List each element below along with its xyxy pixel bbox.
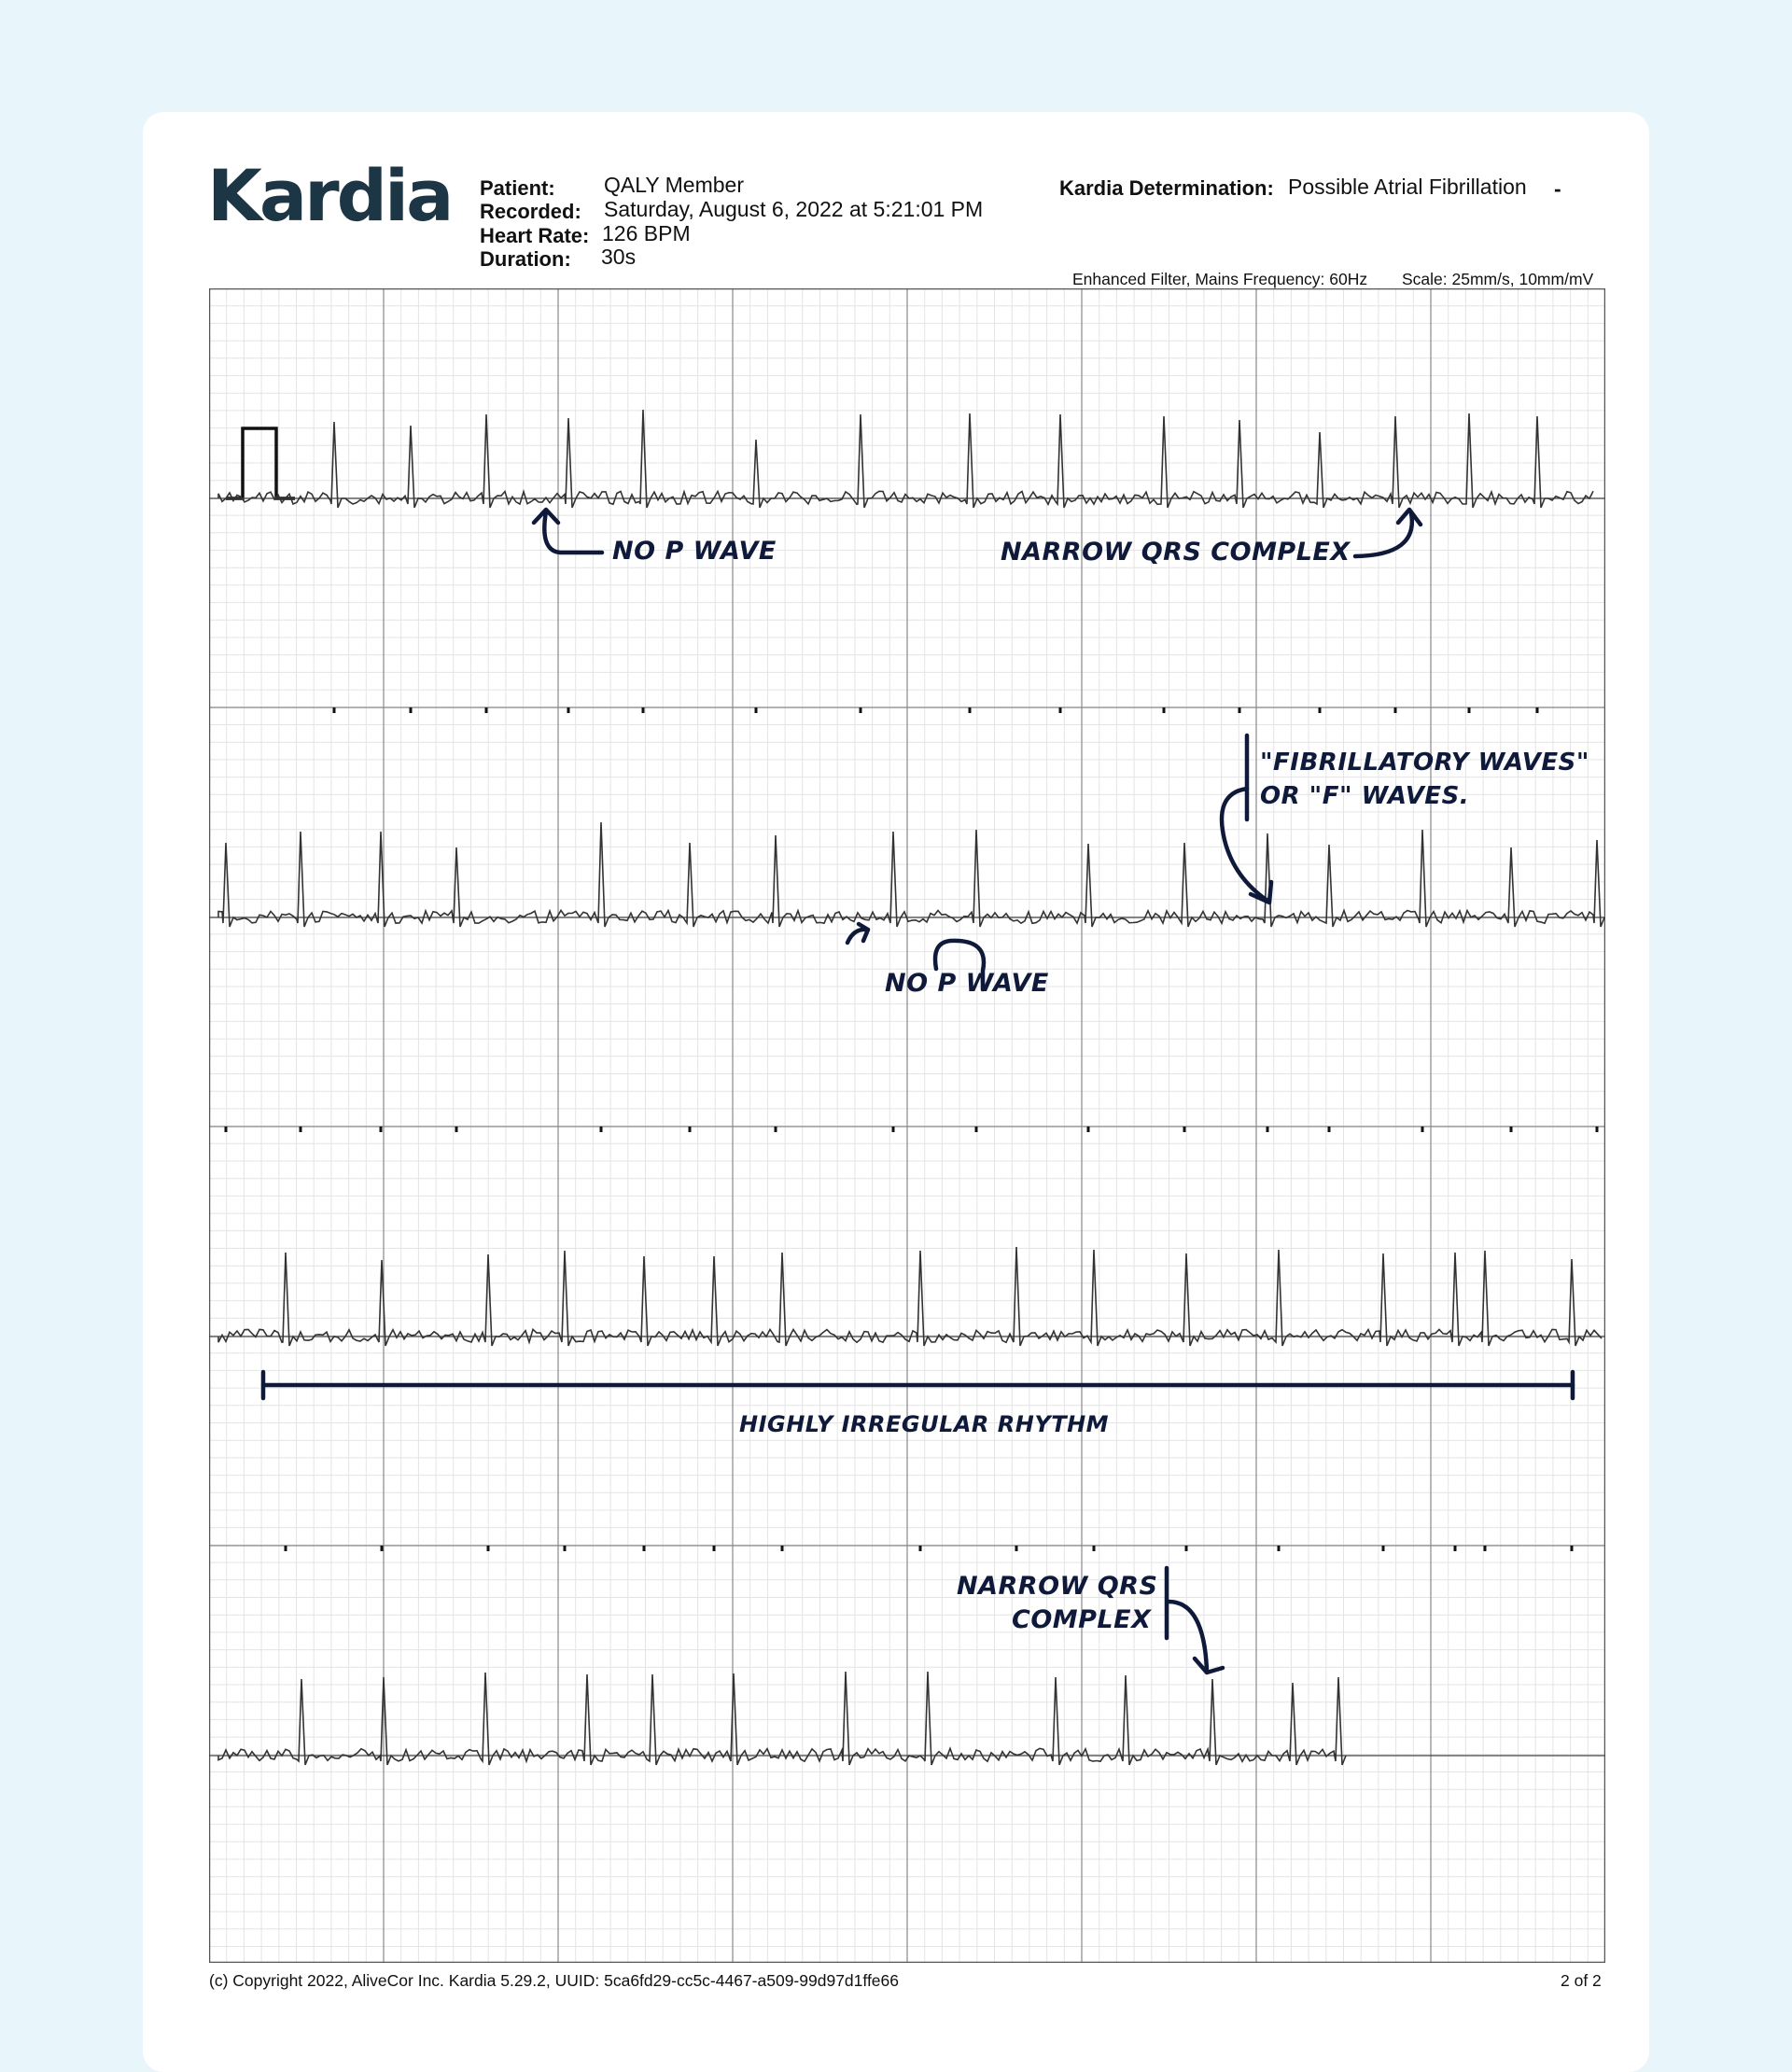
note-narrow-qrs-2-line2: COMPLEX bbox=[1012, 1605, 1152, 1634]
patient-value: QALY Member bbox=[604, 173, 744, 197]
patient-label: Patient: bbox=[480, 176, 555, 200]
note-fib-waves-line1: "FIBRILLATORY WAVES" bbox=[1260, 749, 1589, 777]
ecg-grid bbox=[209, 288, 1605, 1963]
scale-settings: Scale: 25mm/s, 10mm/mV bbox=[1402, 270, 1594, 288]
recorded-value: Saturday, August 6, 2022 at 5:21:01 PM bbox=[604, 197, 984, 221]
footer-copyright: (c) Copyright 2022, AliveCor Inc. Kardia 5.29.2, UUID: 5ca6fd29-cc5c-4467-a509-99d97d1ffe66 bbox=[209, 1971, 899, 1990]
duration-label: Duration: bbox=[480, 247, 571, 271]
heart-rate-label: Heart Rate: bbox=[480, 224, 590, 247]
determination-dot: - bbox=[1554, 176, 1561, 201]
heart-rate-value: 126 BPM bbox=[602, 221, 691, 245]
determination-value: Possible Atrial Fibrillation bbox=[1288, 175, 1527, 199]
note-irregular-rhythm: HIGHLY IRREGULAR RHYTHM bbox=[739, 1411, 1110, 1437]
note-narrow-qrs-2-line1: NARROW QRS bbox=[957, 1572, 1158, 1601]
recorded-label: Recorded: bbox=[480, 200, 581, 223]
filter-settings: Enhanced Filter, Mains Frequency: 60Hz bbox=[1072, 270, 1368, 288]
note-fib-waves-line2: OR "F" WAVES. bbox=[1260, 782, 1470, 810]
kardia-logo: Kardia bbox=[207, 154, 452, 237]
note-narrow-qrs-1: NARROW QRS COMPLEX bbox=[1001, 538, 1351, 567]
note-no-p-wave-1: NO P WAVE bbox=[612, 537, 777, 566]
footer-page: 2 of 2 bbox=[1561, 1971, 1602, 1990]
note-no-p-wave-2: NO P WAVE bbox=[885, 969, 1049, 998]
duration-value: 30s bbox=[601, 245, 637, 269]
determination-label: Kardia Determination: bbox=[1059, 176, 1274, 200]
